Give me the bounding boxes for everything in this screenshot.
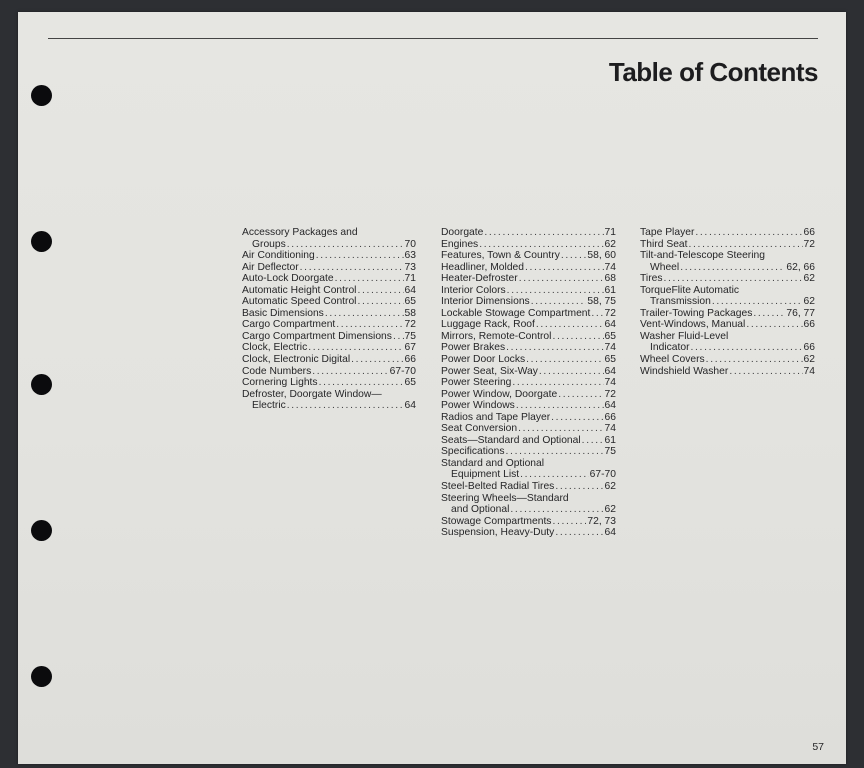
toc-entry-page: 72 xyxy=(404,319,416,331)
toc-entry xyxy=(640,227,815,239)
dot-leader xyxy=(691,342,803,354)
toc-entry-page: 62, 66 xyxy=(786,261,815,273)
toc-entry-page: 62 xyxy=(604,504,616,516)
dot-leader xyxy=(555,481,603,493)
toc-entry-page: 73 xyxy=(404,261,416,273)
toc-entry-page: 62 xyxy=(803,354,815,366)
toc-entry-line xyxy=(441,285,616,297)
toc-entry-title: Seat Conversion xyxy=(441,423,518,435)
dot-leader xyxy=(287,400,404,412)
toc-entry-title: and Optional xyxy=(451,504,510,516)
dot-leader xyxy=(518,423,603,435)
toc-entry-line xyxy=(441,342,616,354)
dot-leader xyxy=(531,296,587,308)
toc-entry xyxy=(242,319,416,331)
toc-entry-page: 75 xyxy=(604,446,616,458)
toc-entry xyxy=(242,250,416,262)
dot-leader xyxy=(510,504,603,516)
dot-leader xyxy=(325,308,404,320)
toc-entry xyxy=(441,435,616,447)
binder-hole xyxy=(31,520,52,541)
dot-leader xyxy=(591,308,603,320)
dot-leader xyxy=(308,342,403,354)
dot-leader xyxy=(520,469,589,481)
toc-entry-line xyxy=(242,366,416,378)
toc-entry-line xyxy=(242,389,416,401)
toc-entry-title: Engines xyxy=(441,238,479,250)
toc-entry xyxy=(441,412,616,424)
toc-entry-title: Electric xyxy=(252,400,286,412)
toc-entry xyxy=(640,273,815,285)
toc-entry-title: Doorgate xyxy=(441,227,484,238)
toc-entry-title: Power Brakes xyxy=(441,342,506,354)
toc-entry-page: 62 xyxy=(604,238,616,250)
dot-leader xyxy=(558,389,603,401)
toc-entry xyxy=(441,446,616,458)
toc-entry-page: 72 xyxy=(803,238,815,250)
toc-entry-title: TorqueFlite Automatic xyxy=(640,284,740,296)
dot-leader xyxy=(664,273,803,285)
dot-leader xyxy=(525,262,604,274)
dot-leader xyxy=(680,262,785,274)
toc-entry xyxy=(441,227,616,239)
toc-entry-title: Clock, Electronic Digital xyxy=(242,354,351,366)
dot-leader xyxy=(357,285,403,297)
toc-entry-title: Auto-Lock Doorgate xyxy=(242,273,334,285)
dot-leader xyxy=(561,250,587,262)
toc-entry-page: 75 xyxy=(404,330,416,342)
toc-entry xyxy=(242,296,416,308)
toc-entry xyxy=(242,342,416,354)
toc-entry xyxy=(640,285,815,308)
toc-entry-title: Headliner, Molded xyxy=(441,261,524,273)
toc-entry-line xyxy=(441,273,616,285)
page-number: 57 xyxy=(812,741,824,753)
toc-entry-title: Wheel Covers xyxy=(640,354,705,366)
toc-entry-line xyxy=(640,342,815,354)
toc-entry-title: Indicator xyxy=(650,342,690,354)
toc-entry-title: Specifications xyxy=(441,446,505,458)
toc-entry-page: 67 xyxy=(404,342,416,354)
toc-column-3 xyxy=(640,227,815,377)
toc-entry xyxy=(242,227,416,250)
toc-entry-line xyxy=(441,389,616,401)
toc-entry-page: 66 xyxy=(604,411,616,423)
toc-entry-line xyxy=(640,239,815,251)
toc-entry-title: Transmission xyxy=(650,296,711,308)
toc-entry xyxy=(441,308,616,320)
toc-entry-title: Cargo Compartment xyxy=(242,319,336,331)
dot-leader xyxy=(729,366,802,378)
toc-entry-title: Trailer-Towing Packages xyxy=(640,307,753,319)
toc-entry-line xyxy=(441,493,616,505)
toc-entry-line xyxy=(441,250,616,262)
toc-entry-line xyxy=(640,319,815,331)
dot-leader xyxy=(336,319,403,331)
toc-entry-page: 61 xyxy=(604,434,616,446)
toc-entry-title: Cornering Lights xyxy=(242,377,318,389)
dot-leader xyxy=(539,366,604,378)
toc-entry xyxy=(441,262,616,274)
toc-entry-title: Accessory Packages and xyxy=(242,227,358,238)
toc-entry-page: 72 xyxy=(604,307,616,319)
toc-entry xyxy=(441,331,616,343)
toc-entry xyxy=(441,273,616,285)
toc-entry-page: 74 xyxy=(604,377,616,389)
toc-entry-line xyxy=(441,504,616,516)
toc-entry-page: 68 xyxy=(604,273,616,285)
toc-entry-page: 65 xyxy=(604,330,616,342)
toc-entry xyxy=(441,296,616,308)
toc-entry-title: Lockable Stowage Compartment xyxy=(441,307,591,319)
toc-entry xyxy=(441,239,616,251)
toc-entry xyxy=(640,308,815,320)
toc-entry-title: Tires xyxy=(640,273,663,285)
toc-entry-title: Cargo Compartment Dimensions xyxy=(242,330,392,342)
toc-entry-page: 61 xyxy=(604,284,616,296)
toc-entry-line xyxy=(242,308,416,320)
toc-column-2 xyxy=(441,227,616,539)
toc-entry-title: Standard and Optional xyxy=(441,457,545,469)
toc-entry-title: Power Steering xyxy=(441,377,512,389)
toc-entry-line xyxy=(441,319,616,331)
dot-leader xyxy=(695,227,802,239)
toc-entry-line xyxy=(640,250,815,262)
toc-entry xyxy=(242,285,416,297)
header-rule xyxy=(48,38,818,39)
toc-entry xyxy=(640,250,815,273)
toc-entry-title: Basic Dimensions xyxy=(242,307,324,319)
toc-entry-page: 62 xyxy=(803,273,815,285)
dot-leader xyxy=(287,239,404,251)
dot-leader xyxy=(706,354,803,366)
toc-entry-page: 64 xyxy=(604,365,616,377)
dot-leader xyxy=(536,319,604,331)
toc-entry xyxy=(441,285,616,297)
dot-leader xyxy=(506,446,604,458)
dot-leader xyxy=(582,435,604,447)
dot-leader xyxy=(555,527,603,539)
dot-leader xyxy=(746,319,802,331)
toc-entry-line xyxy=(441,412,616,424)
toc-entry-title: Automatic Speed Control xyxy=(242,296,357,308)
toc-column-1 xyxy=(242,227,416,412)
toc-entry-line xyxy=(242,342,416,354)
toc-entry xyxy=(242,262,416,274)
toc-entry-line xyxy=(640,308,815,320)
toc-entry xyxy=(441,354,616,366)
toc-entry-page: 66 xyxy=(803,342,815,354)
toc-entry-page: 58, 75 xyxy=(587,296,616,308)
toc-entry-title: Power Door Locks xyxy=(441,354,526,366)
toc-entry-title: Defroster, Doorgate Window— xyxy=(242,388,382,400)
dot-leader xyxy=(479,239,603,251)
toc-entry-page: 65 xyxy=(404,377,416,389)
toc-entry-page: 58, 60 xyxy=(587,250,616,262)
dot-leader xyxy=(393,331,404,343)
toc-entry-line xyxy=(242,354,416,366)
dot-leader xyxy=(484,227,603,239)
dot-leader xyxy=(319,377,404,389)
toc-entry-line xyxy=(640,296,815,308)
toc-entry-title: Radios and Tape Player xyxy=(441,411,551,423)
toc-entry-line xyxy=(242,319,416,331)
toc-entry xyxy=(441,342,616,354)
binder-hole xyxy=(31,85,52,106)
toc-entry-line xyxy=(242,250,416,262)
toc-entry xyxy=(640,239,815,251)
toc-entry-line xyxy=(441,377,616,389)
toc-entry-line xyxy=(242,239,416,251)
toc-entry xyxy=(640,319,815,331)
toc-entry-page: 65 xyxy=(404,296,416,308)
toc-entry xyxy=(441,423,616,435)
dot-leader xyxy=(507,285,604,297)
toc-entry-page: 72, 73 xyxy=(587,515,616,527)
toc-entry xyxy=(242,331,416,343)
dot-leader xyxy=(689,239,803,251)
dot-leader xyxy=(552,516,586,528)
toc-entry-line xyxy=(640,285,815,297)
toc-entry xyxy=(441,516,616,528)
toc-entry-page: 72 xyxy=(604,388,616,400)
toc-entry xyxy=(441,377,616,389)
toc-entry-line xyxy=(242,262,416,274)
toc-entry-page: 63 xyxy=(404,250,416,262)
toc-entry-page: 64 xyxy=(604,400,616,412)
toc-entry-line xyxy=(441,262,616,274)
toc-entry-title: Wheel xyxy=(650,261,680,273)
toc-entry-line xyxy=(441,227,616,239)
toc-entry-page: 74 xyxy=(604,261,616,273)
toc-entry-page: 62 xyxy=(803,296,815,308)
toc-entry-title: Tape Player xyxy=(640,227,695,238)
binder-hole xyxy=(31,231,52,252)
dot-leader xyxy=(300,262,404,274)
toc-entry-title: Air Deflector xyxy=(242,261,299,273)
toc-entry-title: Seats—Standard and Optional xyxy=(441,434,581,446)
toc-entry-title: Automatic Height Control xyxy=(242,284,357,296)
toc-entry-line xyxy=(242,331,416,343)
toc-entry-title: Steel-Belted Radial Tires xyxy=(441,481,555,493)
dot-leader xyxy=(312,366,388,378)
dot-leader xyxy=(506,342,603,354)
toc-entry-line xyxy=(242,377,416,389)
toc-entry-title: Clock, Electric xyxy=(242,342,308,354)
toc-entry-title: Tilt-and-Telescope Steering xyxy=(640,250,765,262)
toc-entry-line xyxy=(640,366,815,378)
toc-entry-line xyxy=(242,400,416,412)
toc-entry xyxy=(441,366,616,378)
toc-entry xyxy=(441,481,616,493)
toc-entry-line xyxy=(441,423,616,435)
dot-leader xyxy=(516,400,604,412)
toc-entry-title: Heater-Defroster xyxy=(441,273,518,285)
toc-entry-line xyxy=(242,227,416,239)
toc-entry-title: Power Seat, Six-Way xyxy=(441,365,538,377)
toc-entry xyxy=(441,319,616,331)
toc-entry-line xyxy=(441,354,616,366)
dot-leader xyxy=(753,308,785,320)
toc-entry-line xyxy=(640,273,815,285)
toc-entry-title: Interior Dimensions xyxy=(441,296,530,308)
toc-entry xyxy=(242,389,416,412)
toc-entry-line xyxy=(441,331,616,343)
toc-entry-page: 66 xyxy=(404,354,416,366)
dot-leader xyxy=(335,273,404,285)
toc-entry xyxy=(441,389,616,401)
toc-entry-page: 67-70 xyxy=(389,365,416,377)
toc-entry-page: 64 xyxy=(404,284,416,296)
toc-entry-title: Windshield Washer xyxy=(640,365,729,377)
dot-leader xyxy=(351,354,403,366)
toc-entry-title: Groups xyxy=(252,238,286,250)
toc-entry-title: Power Windows xyxy=(441,400,515,412)
toc-entry-line xyxy=(441,400,616,412)
toc-entry-page: 71 xyxy=(604,227,616,238)
toc-entry-page: 64 xyxy=(604,527,616,539)
binder-hole xyxy=(31,374,52,395)
toc-entry-page: 70 xyxy=(404,238,416,250)
toc-entry-line xyxy=(441,446,616,458)
toc-entry-line xyxy=(441,527,616,539)
toc-entry xyxy=(242,273,416,285)
dot-leader xyxy=(552,331,603,343)
toc-entry-page: 74 xyxy=(604,342,616,354)
toc-entry xyxy=(441,250,616,262)
toc-entry-line xyxy=(441,239,616,251)
toc-entry-title: Washer Fluid-Level xyxy=(640,330,729,342)
toc-entry-page: 76, 77 xyxy=(786,307,815,319)
dot-leader xyxy=(712,296,803,308)
toc-entry-line xyxy=(242,285,416,297)
toc-entry-title: Interior Colors xyxy=(441,284,506,296)
toc-entry-line xyxy=(640,227,815,239)
toc-entry-line xyxy=(242,273,416,285)
dot-leader xyxy=(526,354,603,366)
dot-leader xyxy=(316,250,404,262)
toc-entry-line xyxy=(441,296,616,308)
toc-entry-page: 67-70 xyxy=(589,469,616,481)
toc-entry-title: Power Window, Doorgate xyxy=(441,388,558,400)
page-title: Table of Contents xyxy=(608,57,818,87)
toc-entry-page: 64 xyxy=(604,319,616,331)
dot-leader xyxy=(551,412,603,424)
dot-leader xyxy=(512,377,603,389)
toc-entry-title: Features, Town & Country xyxy=(441,250,560,262)
toc-entry-page: 64 xyxy=(404,400,416,412)
toc-entry xyxy=(640,331,815,354)
toc-entry-line xyxy=(441,366,616,378)
toc-entry xyxy=(242,308,416,320)
toc-entry xyxy=(441,400,616,412)
toc-entry-line xyxy=(242,296,416,308)
toc-entry-line xyxy=(640,262,815,274)
toc-entry-page: 65 xyxy=(604,354,616,366)
toc-entry-line xyxy=(441,516,616,528)
toc-entry xyxy=(441,527,616,539)
brochure-page xyxy=(18,12,846,764)
toc-entry-page: 71 xyxy=(404,273,416,285)
toc-entry-page: 66 xyxy=(803,227,815,238)
dot-leader xyxy=(357,296,403,308)
binder-hole xyxy=(31,666,52,687)
toc-entry xyxy=(242,366,416,378)
toc-entry-page: 74 xyxy=(604,423,616,435)
toc-entry xyxy=(242,377,416,389)
toc-entry-title: Suspension, Heavy-Duty xyxy=(441,527,555,539)
toc-entry xyxy=(640,366,815,378)
toc-entry-line xyxy=(640,354,815,366)
toc-entry-page: 66 xyxy=(803,319,815,331)
toc-entry-page: 62 xyxy=(604,481,616,493)
toc-entry-title: Mirrors, Remote-Control xyxy=(441,330,552,342)
toc-entry-page: 58 xyxy=(404,307,416,319)
toc-entry xyxy=(441,493,616,516)
toc-entry-title: Code Numbers xyxy=(242,365,312,377)
toc-entry-title: Air Conditioning xyxy=(242,250,315,262)
toc-entry-title: Third Seat xyxy=(640,238,688,250)
toc-entry-title: Vent-Windows, Manual xyxy=(640,319,746,331)
toc-entry-line xyxy=(441,308,616,320)
toc-entry-title: Equipment List xyxy=(451,469,520,481)
toc-entry-line xyxy=(640,331,815,343)
toc-entry-line xyxy=(441,469,616,481)
toc-entry-title: Luggage Rack, Roof xyxy=(441,319,535,331)
toc-entry xyxy=(441,458,616,481)
toc-entry-page: 74 xyxy=(803,365,815,377)
toc-entry-line xyxy=(441,481,616,493)
toc-entry-line xyxy=(441,458,616,470)
toc-entry xyxy=(640,354,815,366)
dot-leader xyxy=(519,273,604,285)
toc-entry xyxy=(242,354,416,366)
toc-entry-line xyxy=(441,435,616,447)
toc-entry-title: Stowage Compartments xyxy=(441,515,552,527)
toc-entry-title: Steering Wheels—Standard xyxy=(441,492,569,504)
